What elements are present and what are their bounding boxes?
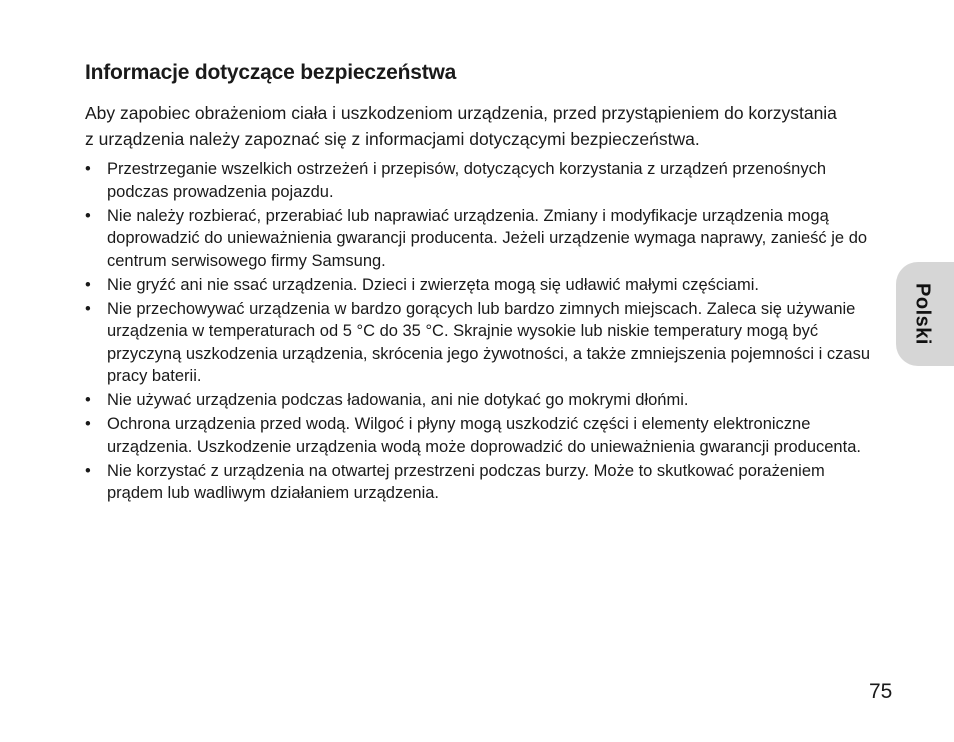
- section-heading: Informacje dotyczące bezpieczeństwa: [85, 61, 457, 84]
- page-number: 75: [869, 680, 893, 703]
- bullet-icon: •: [85, 415, 91, 433]
- list-item: [85, 274, 880, 297]
- list-item-text: Nie korzystać z urządzenia na otwartej przestrzeni podczas burzy. Może to skutkować porażeniem prądem lub wadliwym działaniem urządzenia.: [107, 461, 825, 502]
- bullet-icon: •: [85, 206, 91, 225]
- list-item: [85, 205, 880, 273]
- list-item-text: Nie używać urządzenia podczas ładowania, ani nie dotykać go mokrymi dłońmi.: [107, 391, 689, 409]
- bullet-icon: •: [85, 160, 91, 178]
- intro-paragraph: Aby zapobiec obrażeniom ciała i uszkodzeniom urządzenia, przed przystąpieniem do korzystania z urządzenia należy zapoznać się z informacjami dotyczącymi bezpieczeństwa.: [85, 103, 837, 149]
- language-tab-label: Polski: [911, 283, 934, 345]
- list-item: [85, 158, 880, 203]
- bullet-icon: •: [85, 461, 91, 480]
- list-item-text: Nie gryźć ani nie ssać urządzenia. Dzieci i zwierzęta mogą się udławić małymi częściami.: [107, 275, 759, 294]
- safety-section: [85, 58, 880, 506]
- list-item-text: Nie należy rozbierać, przerabiać lub naprawiać urządzenia. Zmiany i modyfikacje urządzenia mogą doprowadzić do unieważnienia gwarancji producenta. Jeżeli urządzenie wymaga naprawy, zanieść je do centrum serwisowego firmy Samsung.: [107, 206, 868, 270]
- bullet-icon: •: [85, 275, 91, 294]
- list-item: [85, 413, 880, 458]
- list-item-text: Nie przechowywać urządzenia w bardzo gorących lub bardzo zimnych miejscach. Zaleca się używanie urządzenia w temperaturach od 5 °C do 35 °C. Skrajnie wysokie lub niskie temperatury mogą być przyczyną uszkodzenia urządzenia, skrócenia jego żywotności, a także zmniejszenia pojemności i czasu pracy baterii.: [107, 299, 871, 385]
- bullet-icon: •: [85, 391, 91, 409]
- list-item: [85, 389, 880, 412]
- list-item-text: Przestrzeganie wszelkich ostrzeżeń i przepisów, dotyczących korzystania z urządzeń przenośnych podczas prowadzenia pojazdu.: [107, 160, 826, 201]
- bullet-icon: •: [85, 299, 91, 318]
- list-item: [85, 298, 880, 388]
- safety-bullet-list: [85, 158, 880, 505]
- list-item: [85, 460, 880, 505]
- list-item-text: Ochrona urządzenia przed wodą. Wilgoć i płyny mogą uszkodzić części i elementy elektroniczne urządzenia. Uszkodzenie urządzenia wodą może doprowadzić do unieważnienia gwarancji producenta.: [107, 415, 861, 456]
